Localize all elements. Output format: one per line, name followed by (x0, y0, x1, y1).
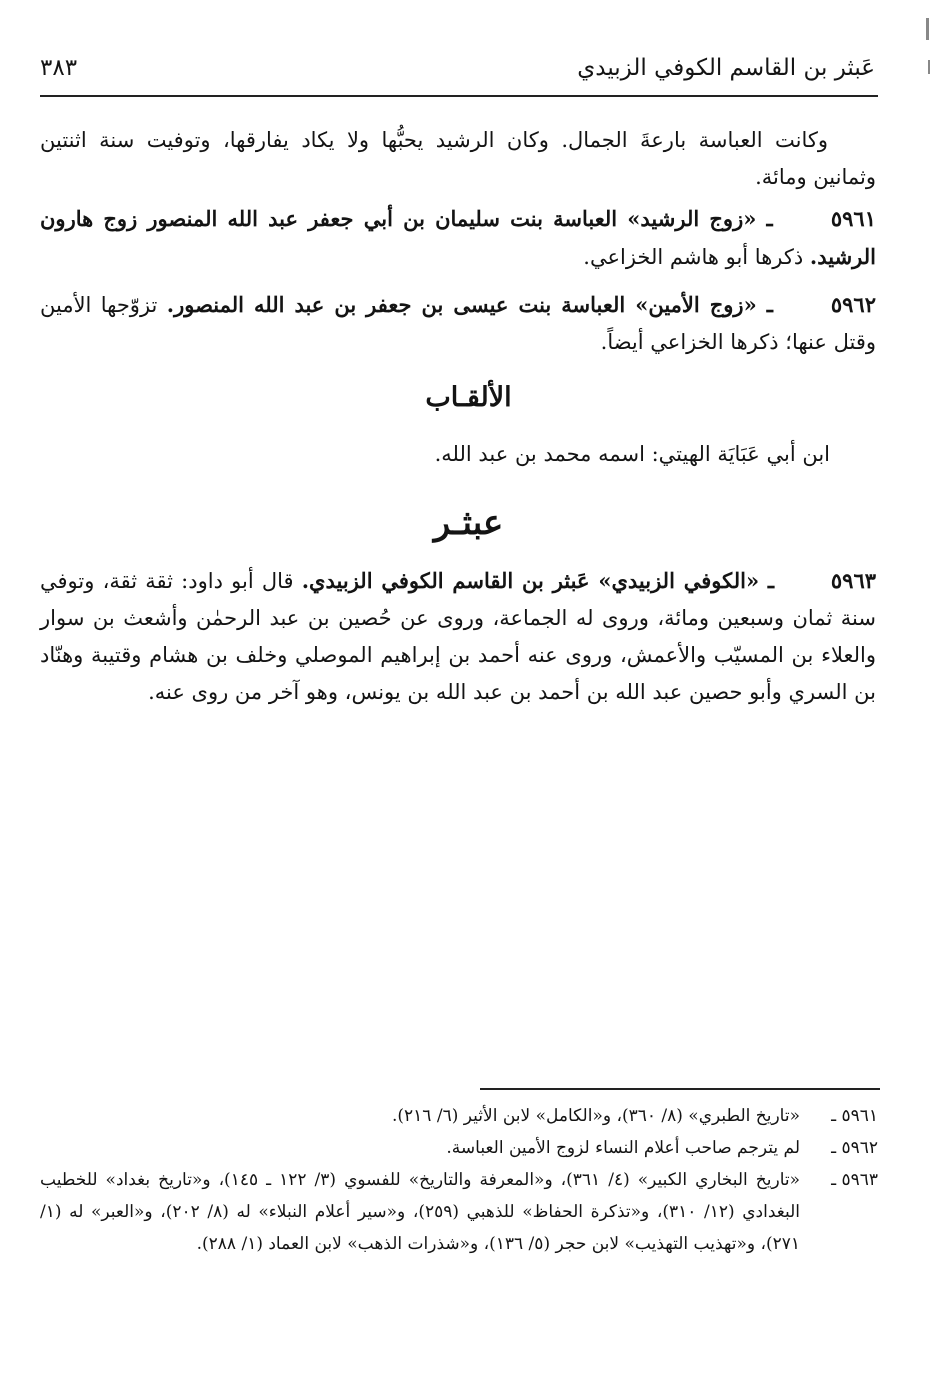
footnotes (40, 1100, 878, 1260)
scan-speck (926, 18, 929, 40)
footnote-5961 (40, 1100, 878, 1132)
entry-5963-heading: ٥٩٦٣ ـ «الكوفي الزبيدي» عَبثر بن القاسم الكوفي الزبيدي. (301, 568, 877, 593)
intro-paragraph (40, 122, 876, 196)
section-title-abthar: عبثـر (433, 503, 504, 543)
entry-5961-text: ذكرها أبو هاشم الخزاعي. (583, 245, 804, 269)
footnote-text: «تاريخ البخاري الكبير» (٤/ ٣٦١)، و«المعرفة والتاريخ» للفسوي (٣/ ١٢٢ ـ ١٤٥)، و«تاريخ بغداد» للخطيب البغدادي (١٢/ ٣١٠)، و«تذكرة الحفاظ» للذهبي (٢٥٩)، و«سير أعلام النبلاء» له (٨/ ٢٠٢)، و«العبر» له (١/ ٢٧١)، و«تهذيب التهذيب» لابن حجر (٥/ ١٣٦)، و«شذرات الذهب» لابن العماد (١/ ٢٨٨). (40, 1170, 801, 1254)
entry-5962-text: تزوّجها الأمين وقتل عنها؛ ذكرها الخزاعي أيضاً. (40, 293, 876, 354)
footnote-divider (480, 1088, 880, 1090)
footnote-number: ٥٩٦٢ ـ (831, 1138, 878, 1158)
running-title: عَبثر بن القاسم الكوفي الزبيدي (577, 55, 875, 81)
entry-5963 (40, 562, 876, 711)
alqab-entry: ابن أبي عَبَايَة الهيتي: اسمه محمد بن عبد الله. (434, 442, 830, 466)
footnote-5963 (40, 1164, 878, 1260)
entry-5961-heading: ٥٩٦١ ـ «زوج الرشيد» العباسة بنت سليمان بن أبي جعفر عبد الله المنصور زوج هارون الرشيد. (40, 206, 876, 269)
entry-5963-text: قال أبو داود: ثقة ثقة، وتوفي سنة ثمان وسبعين ومائة، وروى له الجماعة، وروى عن حُصين بن عبد الرحمٰن وأشعث بن سوار والعلاء بن المسيّب والأعمش، وروى عنه أحمد بن إبراهيم الموصلي وخلف بن هشام وقتيبة وهنّاد بن السري وأبو حصين عبد الله بن أحمد بن عبد الله بن يونس، وهو آخر من روى عنه. (40, 569, 876, 704)
entry-5962-heading: ٥٩٦٢ ـ «زوج الأمين» العباسة بنت عيسى بن جعفر بن عبد الله المنصور. (166, 292, 876, 317)
section-title-alqab: الألقـاب (425, 382, 512, 413)
footnote-text: «تاريخ الطبري» (٨/ ٣٦٠)، و«الكامل» لابن الأثير (٦/ ٢١٦). (391, 1106, 800, 1126)
intro-text: وكانت العباسة بارعةَ الجمال. وكان الرشيد يحبُّها ولا يكاد يفارقها، وتوفيت سنة اثنتين وثمانين ومائة. (40, 128, 876, 189)
footnote-number: ٥٩٦٣ ـ (831, 1170, 878, 1190)
header-divider (40, 95, 878, 97)
footnote-text: لم يترجم صاحب أعلام النساء لزوج الأمين العباسة. (446, 1138, 800, 1158)
page-number: ٣٨٣ (40, 55, 78, 81)
entry-5961 (40, 200, 876, 276)
scan-speck (928, 60, 930, 74)
footnote-5962 (40, 1132, 878, 1164)
footnote-number: ٥٩٦١ ـ (831, 1106, 878, 1126)
entry-5962 (40, 286, 876, 361)
